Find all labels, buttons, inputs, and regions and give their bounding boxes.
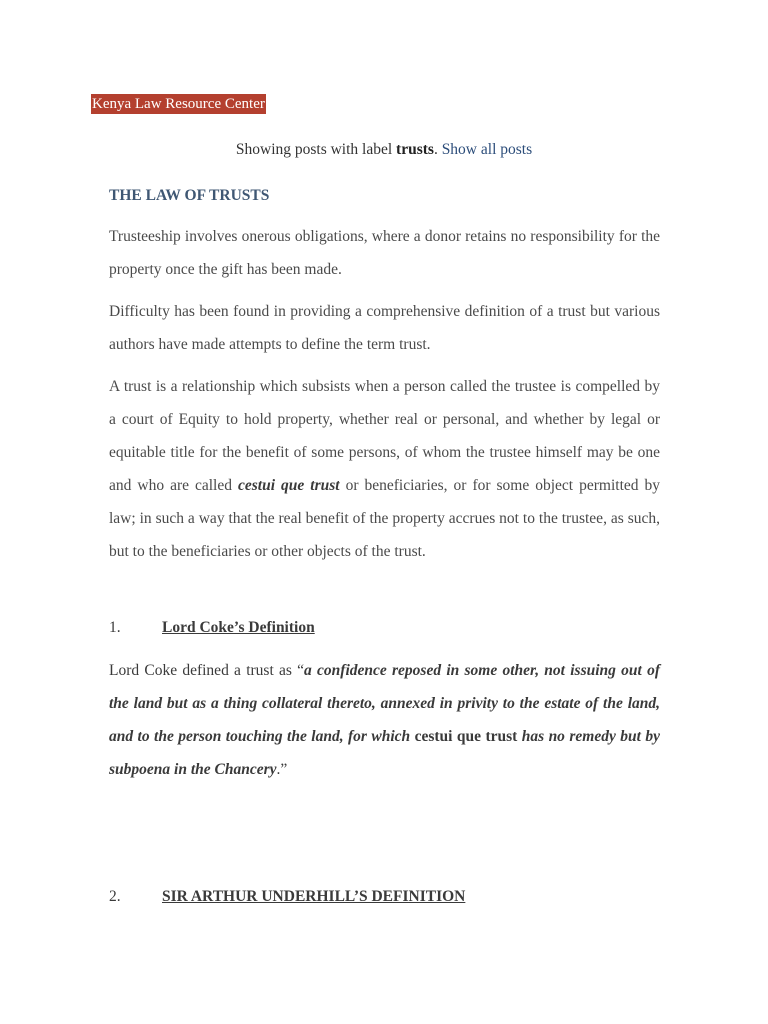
- quote-italic-1: a confidence reposed in some other, not issuing out of the land but as a thing collateral thereto, annexed in privity to the estate of the land, and to the person touching the land, for which: [109, 662, 660, 745]
- label-filter-line: [0, 139, 768, 161]
- section-2-heading: [109, 886, 660, 908]
- quote-italic-2: has no remedy but by subpoena in the Chancery: [109, 728, 661, 778]
- paragraph-1: Trusteeship involves onerous obligations, where a donor retains no responsibility for the property once the gift has been made.: [109, 228, 660, 278]
- section-1-title: Lord Coke’s Definition: [162, 619, 315, 636]
- paragraph-3-part-1: A trust is a relationship which subsists when a person called the trustee is compelled by a court of Equity to hold property, whether real or personal, and whether by legal or equitable title for the benefit of some persons, of whom the trustee himself may be one and who are called: [109, 378, 660, 494]
- paragraph-2: Difficulty has been found in providing a comprehensive definition of a trust but various authors have made attempts to define the term trust.: [109, 303, 660, 353]
- section-1-heading: [109, 617, 660, 639]
- section-2-title: SIR ARTHUR UNDERHILL’S DEFINITION: [162, 888, 466, 905]
- label-suffix: .: [433, 141, 442, 158]
- site-title[interactable]: Kenya Law Resource Center: [92, 96, 265, 112]
- paragraph-3: [109, 370, 660, 568]
- label-prefix: Showing posts with label: [235, 141, 397, 158]
- lord-coke-quote: [109, 654, 660, 786]
- cestui-que-trust-emphasis: cestui que trust: [238, 477, 340, 494]
- section-2-number: 2.: [109, 888, 121, 905]
- quote-bold-1: cestui que trust: [410, 728, 522, 745]
- label-name: trusts: [396, 141, 434, 158]
- section-1-number: 1.: [109, 619, 121, 636]
- paragraph-3-part-2: or beneficiaries, or for some object permitted by law; in such a way that the real benefit of the property accrues not to the trustee, as such, but to the beneficiaries or other objects of the trust.: [109, 477, 660, 560]
- quote-end: .”: [276, 761, 288, 778]
- show-all-posts-link[interactable]: Show all posts: [441, 141, 533, 158]
- post-title: THE LAW OF TRUSTS: [109, 187, 270, 204]
- quote-intro: Lord Coke defined a trust as “: [109, 662, 305, 679]
